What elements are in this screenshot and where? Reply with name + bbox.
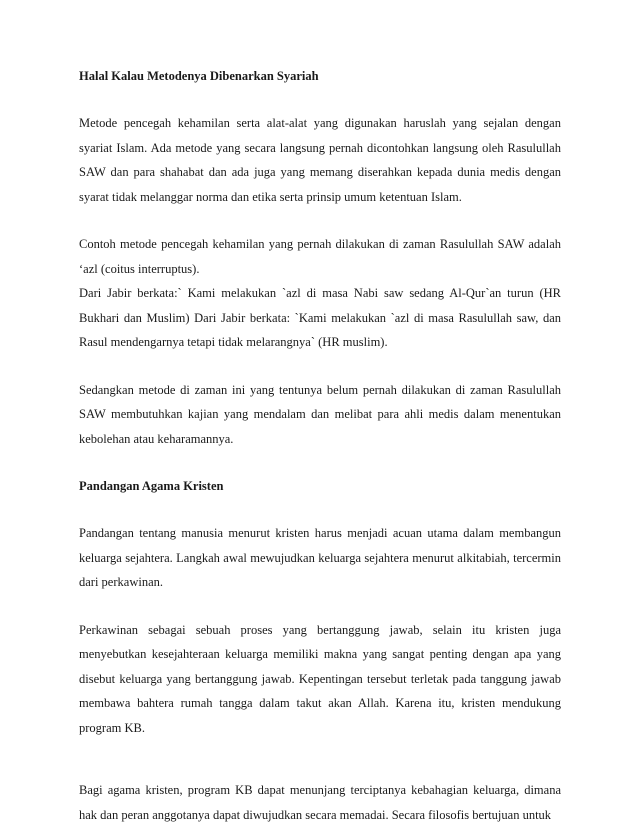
paragraph-perkawinan: Perkawinan sebagai sebuah proses yang bertanggung jawab, selain itu kristen juga menyebutkan kesejahteraan keluarga memiliki makna yang sangat penting dengan apa yang disebut keluarga yang bertanggung jawab. Kepentingan tersebut terletak pada tanggung jawab membawa bahtera rumah tangga dalam takut akan Allah. Karena itu, kristen mendukung program KB.: [79, 622, 561, 735]
paragraph-metode-pencegah: Metode pencegah kehamilan serta alat-alat yang digunakan haruslah yang sejalan dengan syariat Islam. Ada metode yang secara langsung pernah dicontohkan langsung oleh Rasulullah SAW dan para shahabat dan ada juga yang memang diserahkan kepada dunia medis dengan syarat tidak melanggar norma dan etika serta prinsip umum ketentuan Islam.: [79, 116, 561, 204]
paragraph-metode-zaman-ini: Sedangkan metode di zaman ini yang tentunya belum pernah dilakukan di zaman Rasulullah SAW membutuhkan kajian yang mendalam dan melibat para ahli medis dalam menentukan kebolehan atau keharamannya.: [79, 382, 561, 446]
paragraph-hadith-jabir: Dari Jabir berkata:` Kami melakukan `azl di masa Nabi saw sedang Al-Qur`an turun (HR Bukhari dan Muslim) Dari Jabir berkata: `Kami melakukan `azl di masa Rasulullah saw, dan Rasul mendengarnya tetapi tidak melarangnya` (HR muslim).: [79, 286, 561, 349]
paragraph-contoh-metode: Contoh metode pencegah kehamilan yang pernah dilakukan di zaman Rasulullah SAW adalah ‘azl (coitus interruptus).: [79, 237, 561, 276]
section-heading-kristen: Pandangan Agama Kristen: [79, 479, 224, 493]
document-body: [79, 64, 561, 827]
paragraph-program-kb: Bagi agama kristen, program KB dapat menunjang terciptanya kebahagian keluarga, dimana hak dan peran anggotanya dapat diwujudkan secara memadai. Secara filosofis bertujuan untuk: [79, 783, 561, 822]
paragraph-pandangan-manusia: Pandangan tentang manusia menurut kristen harus menjadi acuan utama dalam membangun keluarga sejahtera. Langkah awal mewujudkan keluarga sejahtera menurut alkitabiah, tercermin dari perkawinan.: [79, 526, 561, 589]
section-heading-halal: Halal Kalau Metodenya Dibenarkan Syariah: [79, 69, 319, 83]
